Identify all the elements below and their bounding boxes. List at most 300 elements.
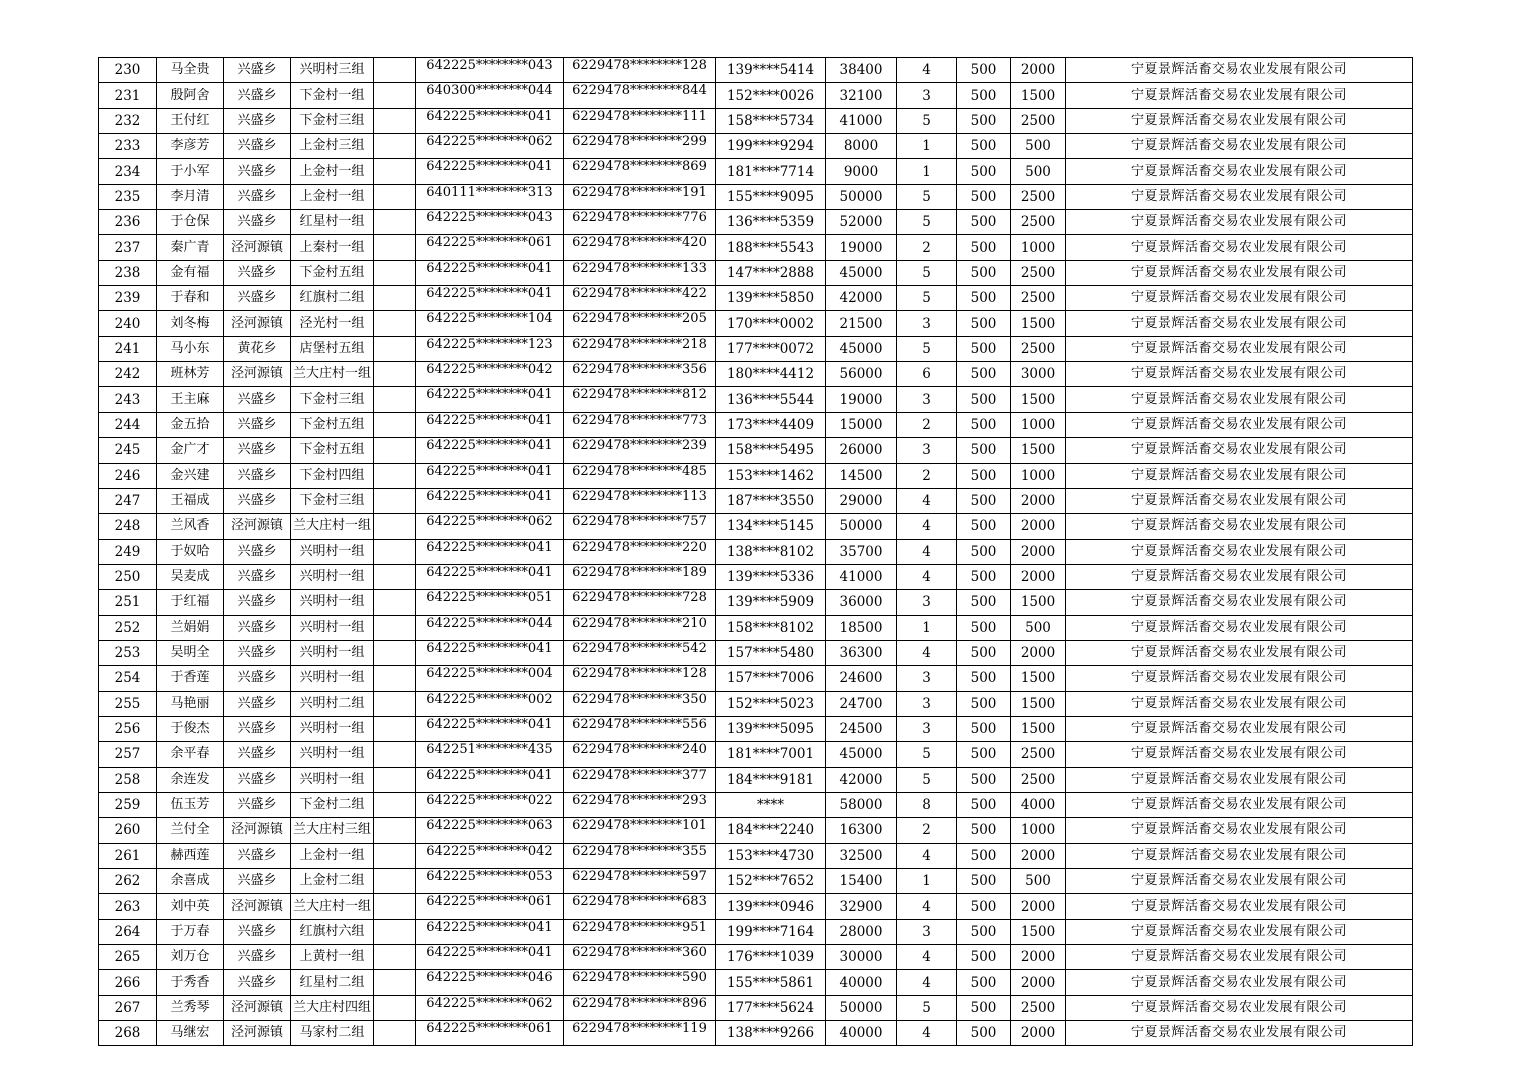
- row-number-cell: 254: [99, 666, 157, 691]
- id-number-cell: 642225********042: [416, 843, 564, 868]
- count-cell: 1: [897, 159, 957, 184]
- id-number-cell: 642225********063: [416, 818, 564, 843]
- bank-card-cell: 6229478********350: [564, 691, 716, 716]
- phone-cell: 139****5336: [716, 564, 826, 589]
- subsidy-cell: 2000: [1011, 945, 1066, 970]
- township-cell: 兴盛乡: [224, 792, 291, 817]
- blank-cell: [374, 716, 416, 741]
- name-cell: 马艳丽: [157, 691, 224, 716]
- township-cell: 兴盛乡: [224, 640, 291, 665]
- count-cell: 3: [897, 311, 957, 336]
- blank-cell: [374, 336, 416, 361]
- count-cell: 2: [897, 235, 957, 260]
- township-cell: 兴盛乡: [224, 666, 291, 691]
- table-row: [99, 742, 1413, 767]
- id-number-cell: 642225********041: [416, 412, 564, 437]
- amount-cell: 19000: [826, 387, 897, 412]
- table-row: [99, 894, 1413, 919]
- amount-cell: 50000: [826, 514, 897, 539]
- bank-card-cell: 6229478********191: [564, 184, 716, 209]
- row-number-cell: 235: [99, 184, 157, 209]
- blank-cell: [374, 995, 416, 1020]
- table-row: [99, 488, 1413, 513]
- amount-cell: 45000: [826, 336, 897, 361]
- name-cell: 金兴建: [157, 463, 224, 488]
- unit-cell: 500: [957, 691, 1011, 716]
- subsidy-cell: 2000: [1011, 894, 1066, 919]
- name-cell: 殷阿舍: [157, 83, 224, 108]
- subsidy-cell: 1000: [1011, 818, 1066, 843]
- company-cell: 宁夏景辉活畜交易农业发展有限公司: [1066, 1021, 1413, 1046]
- blank-cell: [374, 134, 416, 159]
- subsidy-cell: 2000: [1011, 843, 1066, 868]
- id-number-cell: 642251********435: [416, 742, 564, 767]
- row-number-cell: 257: [99, 742, 157, 767]
- phone-cell: 184****2240: [716, 818, 826, 843]
- subsidy-cell: 500: [1011, 134, 1066, 159]
- row-number-cell: 236: [99, 210, 157, 235]
- table-row: [99, 818, 1413, 843]
- subsidy-cell: 1000: [1011, 412, 1066, 437]
- company-cell: 宁夏景辉活畜交易农业发展有限公司: [1066, 58, 1413, 83]
- bank-card-cell: 6229478********240: [564, 742, 716, 767]
- row-number-cell: 260: [99, 818, 157, 843]
- amount-cell: 30000: [826, 945, 897, 970]
- phone-cell: 152****7652: [716, 869, 826, 894]
- bank-card-cell: 6229478********299: [564, 134, 716, 159]
- unit-cell: 500: [957, 666, 1011, 691]
- phone-cell: 177****0072: [716, 336, 826, 361]
- table-row: [99, 564, 1413, 589]
- village-cell: 兴明村一组: [291, 539, 374, 564]
- amount-cell: 50000: [826, 995, 897, 1020]
- row-number-cell: 240: [99, 311, 157, 336]
- table-row: [99, 716, 1413, 741]
- row-number-cell: 241: [99, 336, 157, 361]
- village-cell: 上黄村一组: [291, 945, 374, 970]
- amount-cell: 32900: [826, 894, 897, 919]
- blank-cell: [374, 945, 416, 970]
- subsidy-cell: 1500: [1011, 590, 1066, 615]
- blank-cell: [374, 108, 416, 133]
- company-cell: 宁夏景辉活畜交易农业发展有限公司: [1066, 311, 1413, 336]
- township-cell: 兴盛乡: [224, 184, 291, 209]
- table-row: [99, 159, 1413, 184]
- row-number-cell: 244: [99, 412, 157, 437]
- company-cell: 宁夏景辉活畜交易农业发展有限公司: [1066, 362, 1413, 387]
- unit-cell: 500: [957, 970, 1011, 995]
- company-cell: 宁夏景辉活畜交易农业发展有限公司: [1066, 260, 1413, 285]
- id-number-cell: 642225********062: [416, 134, 564, 159]
- company-cell: 宁夏景辉活畜交易农业发展有限公司: [1066, 590, 1413, 615]
- count-cell: 4: [897, 894, 957, 919]
- row-number-cell: 230: [99, 58, 157, 83]
- township-cell: 兴盛乡: [224, 488, 291, 513]
- company-cell: 宁夏景辉活畜交易农业发展有限公司: [1066, 463, 1413, 488]
- township-cell: 兴盛乡: [224, 590, 291, 615]
- bank-card-cell: 6229478********133: [564, 260, 716, 285]
- township-cell: 兴盛乡: [224, 539, 291, 564]
- blank-cell: [374, 311, 416, 336]
- phone-cell: 177****5624: [716, 995, 826, 1020]
- id-number-cell: 642225********041: [416, 159, 564, 184]
- unit-cell: 500: [957, 995, 1011, 1020]
- blank-cell: [374, 767, 416, 792]
- subsidy-cell: 2000: [1011, 58, 1066, 83]
- blank-cell: [374, 184, 416, 209]
- id-number-cell: 642225********041: [416, 108, 564, 133]
- row-number-cell: 231: [99, 83, 157, 108]
- village-cell: 下金村四组: [291, 463, 374, 488]
- row-number-cell: 264: [99, 919, 157, 944]
- blank-cell: [374, 970, 416, 995]
- id-number-cell: 642225********041: [416, 767, 564, 792]
- amount-cell: 19000: [826, 235, 897, 260]
- company-cell: 宁夏景辉活畜交易农业发展有限公司: [1066, 108, 1413, 133]
- village-cell: 兰大庄村四组: [291, 995, 374, 1020]
- row-number-cell: 263: [99, 894, 157, 919]
- subsidy-cell: 2000: [1011, 539, 1066, 564]
- bank-card-cell: 6229478********355: [564, 843, 716, 868]
- village-cell: 兴明村一组: [291, 666, 374, 691]
- blank-cell: [374, 869, 416, 894]
- subsidy-cell: 4000: [1011, 792, 1066, 817]
- subsidy-cell: 1500: [1011, 666, 1066, 691]
- village-cell: 兴明村一组: [291, 640, 374, 665]
- company-cell: 宁夏景辉活畜交易农业发展有限公司: [1066, 235, 1413, 260]
- company-cell: 宁夏景辉活畜交易农业发展有限公司: [1066, 412, 1413, 437]
- count-cell: 3: [897, 919, 957, 944]
- blank-cell: [374, 463, 416, 488]
- township-cell: 兴盛乡: [224, 286, 291, 311]
- phone-cell: 136****5359: [716, 210, 826, 235]
- id-number-cell: 642225********041: [416, 564, 564, 589]
- subsidy-cell: 1500: [1011, 83, 1066, 108]
- unit-cell: 500: [957, 210, 1011, 235]
- name-cell: 吴麦成: [157, 564, 224, 589]
- id-number-cell: 642225********041: [416, 488, 564, 513]
- id-number-cell: 642225********041: [416, 539, 564, 564]
- row-number-cell: 237: [99, 235, 157, 260]
- id-number-cell: 642225********041: [416, 286, 564, 311]
- row-number-cell: 251: [99, 590, 157, 615]
- company-cell: 宁夏景辉活畜交易农业发展有限公司: [1066, 184, 1413, 209]
- company-cell: 宁夏景辉活畜交易农业发展有限公司: [1066, 919, 1413, 944]
- name-cell: 金有福: [157, 260, 224, 285]
- row-number-cell: 247: [99, 488, 157, 513]
- company-cell: 宁夏景辉活畜交易农业发展有限公司: [1066, 336, 1413, 361]
- row-number-cell: 243: [99, 387, 157, 412]
- unit-cell: 500: [957, 615, 1011, 640]
- count-cell: 3: [897, 666, 957, 691]
- village-cell: 上金村一组: [291, 184, 374, 209]
- table-row: [99, 387, 1413, 412]
- village-cell: 上金村二组: [291, 869, 374, 894]
- company-cell: 宁夏景辉活畜交易农业发展有限公司: [1066, 894, 1413, 919]
- name-cell: 伍玉芳: [157, 792, 224, 817]
- table-row: [99, 412, 1413, 437]
- id-number-cell: 642225********104: [416, 311, 564, 336]
- bank-card-cell: 6229478********869: [564, 159, 716, 184]
- count-cell: 4: [897, 1021, 957, 1046]
- bank-card-cell: 6229478********683: [564, 894, 716, 919]
- township-cell: 兴盛乡: [224, 58, 291, 83]
- row-number-cell: 246: [99, 463, 157, 488]
- township-cell: 泾河源镇: [224, 1021, 291, 1046]
- table-row: [99, 691, 1413, 716]
- blank-cell: [374, 488, 416, 513]
- phone-cell: 180****4412: [716, 362, 826, 387]
- unit-cell: 500: [957, 412, 1011, 437]
- subsidy-cell: 2000: [1011, 1021, 1066, 1046]
- count-cell: 4: [897, 488, 957, 513]
- name-cell: 王付红: [157, 108, 224, 133]
- id-number-cell: 642225********041: [416, 387, 564, 412]
- id-number-cell: 642225********041: [416, 640, 564, 665]
- township-cell: 兴盛乡: [224, 742, 291, 767]
- township-cell: 泾河源镇: [224, 514, 291, 539]
- amount-cell: 15000: [826, 412, 897, 437]
- phone-cell: 152****5023: [716, 691, 826, 716]
- township-cell: 兴盛乡: [224, 463, 291, 488]
- row-number-cell: 232: [99, 108, 157, 133]
- table-row: [99, 539, 1413, 564]
- subsidy-cell: 1000: [1011, 463, 1066, 488]
- name-cell: 金五拾: [157, 412, 224, 437]
- amount-cell: 16300: [826, 818, 897, 843]
- id-number-cell: 642225********053: [416, 869, 564, 894]
- subsidy-cell: 2000: [1011, 564, 1066, 589]
- township-cell: 兴盛乡: [224, 767, 291, 792]
- amount-cell: 29000: [826, 488, 897, 513]
- village-cell: 兴明村二组: [291, 691, 374, 716]
- name-cell: 马小东: [157, 336, 224, 361]
- table-row: [99, 514, 1413, 539]
- unit-cell: 500: [957, 134, 1011, 159]
- name-cell: 兰付全: [157, 818, 224, 843]
- count-cell: 3: [897, 691, 957, 716]
- unit-cell: 500: [957, 108, 1011, 133]
- township-cell: 兴盛乡: [224, 691, 291, 716]
- unit-cell: 500: [957, 919, 1011, 944]
- company-cell: 宁夏景辉活畜交易农业发展有限公司: [1066, 210, 1413, 235]
- bank-card-cell: 6229478********542: [564, 640, 716, 665]
- table-row: [99, 235, 1413, 260]
- blank-cell: [374, 58, 416, 83]
- subsidy-cell: 500: [1011, 615, 1066, 640]
- id-number-cell: 642225********062: [416, 995, 564, 1020]
- amount-cell: 36300: [826, 640, 897, 665]
- table-row: [99, 869, 1413, 894]
- table-row: [99, 767, 1413, 792]
- blank-cell: [374, 818, 416, 843]
- row-number-cell: 258: [99, 767, 157, 792]
- village-cell: 红星村二组: [291, 970, 374, 995]
- row-number-cell: 256: [99, 716, 157, 741]
- unit-cell: 500: [957, 286, 1011, 311]
- township-cell: 兴盛乡: [224, 438, 291, 463]
- bank-card-cell: 6229478********111: [564, 108, 716, 133]
- name-cell: 于俊杰: [157, 716, 224, 741]
- table-row: [99, 286, 1413, 311]
- village-cell: 兴明村一组: [291, 742, 374, 767]
- township-cell: 兴盛乡: [224, 108, 291, 133]
- village-cell: 兴明村一组: [291, 590, 374, 615]
- company-cell: 宁夏景辉活畜交易农业发展有限公司: [1066, 716, 1413, 741]
- township-cell: 泾河源镇: [224, 362, 291, 387]
- row-number-cell: 249: [99, 539, 157, 564]
- township-cell: 泾河源镇: [224, 818, 291, 843]
- id-number-cell: 642225********041: [416, 919, 564, 944]
- name-cell: 余喜成: [157, 869, 224, 894]
- blank-cell: [374, 412, 416, 437]
- name-cell: 兰风香: [157, 514, 224, 539]
- table-row: [99, 311, 1413, 336]
- township-cell: 兴盛乡: [224, 260, 291, 285]
- township-cell: 兴盛乡: [224, 564, 291, 589]
- village-cell: 下金村五组: [291, 412, 374, 437]
- unit-cell: 500: [957, 235, 1011, 260]
- bank-card-cell: 6229478********597: [564, 869, 716, 894]
- table-row: [99, 995, 1413, 1020]
- name-cell: 赫西莲: [157, 843, 224, 868]
- subsidy-cell: 2500: [1011, 260, 1066, 285]
- row-number-cell: 250: [99, 564, 157, 589]
- subsidy-cell: 2500: [1011, 210, 1066, 235]
- village-cell: 上金村三组: [291, 134, 374, 159]
- village-cell: 红旗村二组: [291, 286, 374, 311]
- bank-card-cell: 6229478********128: [564, 666, 716, 691]
- id-number-cell: 642225********041: [416, 716, 564, 741]
- blank-cell: [374, 666, 416, 691]
- id-number-cell: 640111********313: [416, 184, 564, 209]
- unit-cell: 500: [957, 869, 1011, 894]
- company-cell: 宁夏景辉活畜交易农业发展有限公司: [1066, 995, 1413, 1020]
- company-cell: 宁夏景辉活畜交易农业发展有限公司: [1066, 970, 1413, 995]
- count-cell: 3: [897, 590, 957, 615]
- company-cell: 宁夏景辉活畜交易农业发展有限公司: [1066, 564, 1413, 589]
- bank-card-cell: 6229478********420: [564, 235, 716, 260]
- table-row: [99, 615, 1413, 640]
- company-cell: 宁夏景辉活畜交易农业发展有限公司: [1066, 83, 1413, 108]
- amount-cell: 24600: [826, 666, 897, 691]
- count-cell: 5: [897, 742, 957, 767]
- bank-card-cell: 6229478********812: [564, 387, 716, 412]
- bank-card-cell: 6229478********119: [564, 1021, 716, 1046]
- subsidy-cell: 2500: [1011, 184, 1066, 209]
- company-cell: 宁夏景辉活畜交易农业发展有限公司: [1066, 615, 1413, 640]
- phone-cell: 139****0946: [716, 894, 826, 919]
- subsidy-cell: 2000: [1011, 488, 1066, 513]
- amount-cell: 24700: [826, 691, 897, 716]
- amount-cell: 28000: [826, 919, 897, 944]
- blank-cell: [374, 539, 416, 564]
- name-cell: 于香莲: [157, 666, 224, 691]
- amount-cell: 35700: [826, 539, 897, 564]
- village-cell: 兰大庄村三组: [291, 818, 374, 843]
- table-row: [99, 438, 1413, 463]
- table-row: [99, 919, 1413, 944]
- unit-cell: 500: [957, 159, 1011, 184]
- bank-card-cell: 6229478********590: [564, 970, 716, 995]
- company-cell: 宁夏景辉活畜交易农业发展有限公司: [1066, 387, 1413, 412]
- table-row: [99, 640, 1413, 665]
- count-cell: 2: [897, 463, 957, 488]
- company-cell: 宁夏景辉活畜交易农业发展有限公司: [1066, 514, 1413, 539]
- count-cell: 6: [897, 362, 957, 387]
- table-row: [99, 260, 1413, 285]
- bank-card-cell: 6229478********776: [564, 210, 716, 235]
- village-cell: 兰大庄村一组: [291, 514, 374, 539]
- count-cell: 5: [897, 286, 957, 311]
- bank-card-cell: 6229478********205: [564, 311, 716, 336]
- name-cell: 李彦芳: [157, 134, 224, 159]
- name-cell: 马继宏: [157, 1021, 224, 1046]
- phone-cell: 157****5480: [716, 640, 826, 665]
- phone-cell: 199****9294: [716, 134, 826, 159]
- bank-card-cell: 6229478********239: [564, 438, 716, 463]
- amount-cell: 42000: [826, 286, 897, 311]
- phone-cell: 138****8102: [716, 539, 826, 564]
- village-cell: 泾光村一组: [291, 311, 374, 336]
- phone-cell: 139****5909: [716, 590, 826, 615]
- count-cell: 2: [897, 818, 957, 843]
- subsidy-cell: 1500: [1011, 716, 1066, 741]
- count-cell: 4: [897, 945, 957, 970]
- data-table: [98, 57, 1413, 1046]
- subsidy-cell: 2500: [1011, 995, 1066, 1020]
- township-cell: 泾河源镇: [224, 894, 291, 919]
- row-number-cell: 268: [99, 1021, 157, 1046]
- row-number-cell: 262: [99, 869, 157, 894]
- unit-cell: 500: [957, 590, 1011, 615]
- row-number-cell: 253: [99, 640, 157, 665]
- bank-card-cell: 6229478********128: [564, 58, 716, 83]
- table-row: [99, 83, 1413, 108]
- township-cell: 泾河源镇: [224, 235, 291, 260]
- count-cell: 1: [897, 869, 957, 894]
- name-cell: 余平春: [157, 742, 224, 767]
- bank-card-cell: 6229478********728: [564, 590, 716, 615]
- count-cell: 4: [897, 843, 957, 868]
- blank-cell: [374, 514, 416, 539]
- id-number-cell: 642225********061: [416, 1021, 564, 1046]
- amount-cell: 14500: [826, 463, 897, 488]
- bank-card-cell: 6229478********101: [564, 818, 716, 843]
- village-cell: 上金村一组: [291, 843, 374, 868]
- id-number-cell: 642225********041: [416, 438, 564, 463]
- company-cell: 宁夏景辉活畜交易农业发展有限公司: [1066, 286, 1413, 311]
- township-cell: 兴盛乡: [224, 387, 291, 412]
- blank-cell: [374, 235, 416, 260]
- unit-cell: 500: [957, 387, 1011, 412]
- name-cell: 于春和: [157, 286, 224, 311]
- phone-cell: 187****3550: [716, 488, 826, 513]
- row-number-cell: 242: [99, 362, 157, 387]
- count-cell: 3: [897, 438, 957, 463]
- phone-cell: 181****7001: [716, 742, 826, 767]
- bank-card-cell: 6229478********556: [564, 716, 716, 741]
- subsidy-cell: 1500: [1011, 691, 1066, 716]
- count-cell: 5: [897, 184, 957, 209]
- table-row: [99, 666, 1413, 691]
- blank-cell: [374, 1021, 416, 1046]
- name-cell: 马全贵: [157, 58, 224, 83]
- id-number-cell: 642225********061: [416, 894, 564, 919]
- subsidy-cell: 1500: [1011, 387, 1066, 412]
- phone-cell: 173****4409: [716, 412, 826, 437]
- count-cell: 5: [897, 108, 957, 133]
